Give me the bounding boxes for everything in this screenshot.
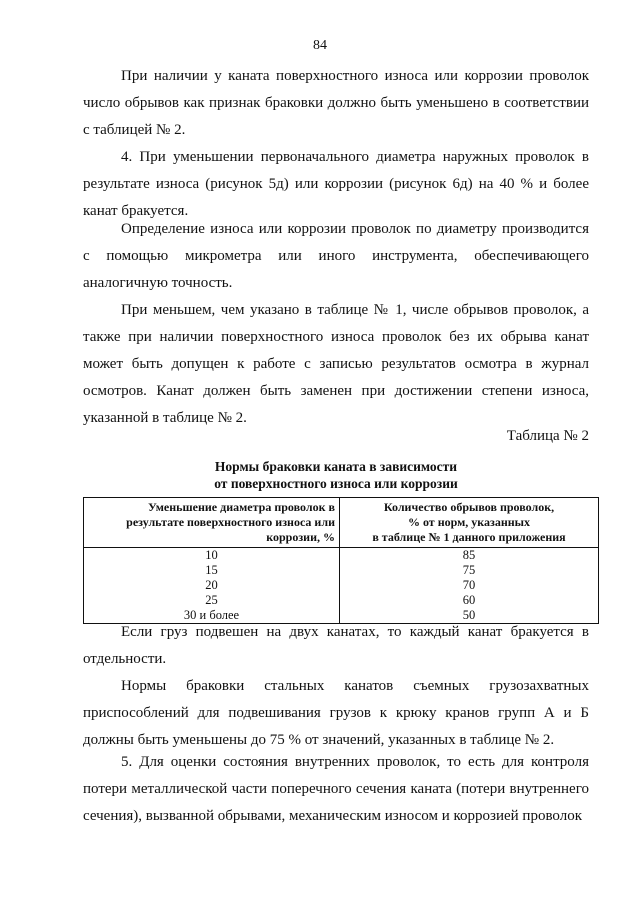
cell-reduction: 15 <box>84 563 340 578</box>
table-row <box>84 593 599 608</box>
cell-reduction: 30 и более <box>84 608 340 624</box>
norms-table <box>83 497 599 624</box>
table-row <box>84 548 599 564</box>
table-title <box>0 458 640 492</box>
paragraph-item-4: 4. При уменьшении первоначального диаметра наружных проволок в результате износа (рисунок 5д) или коррозии (рисунок 6д) на 40 % и более канат бракуется. <box>83 149 589 219</box>
cell-reduction: 25 <box>84 593 340 608</box>
page-number: 84 <box>313 38 327 53</box>
cell-breaks: 60 <box>340 593 599 608</box>
table-row <box>84 563 599 578</box>
table-header-row <box>84 498 599 548</box>
header-wire-breaks-line-2: % от норм, указанных <box>407 515 531 529</box>
table-label: Таблица № 2 <box>506 428 589 444</box>
paragraph-two-ropes: Если груз подвешен на двух канатах, то каждый канат бракуется в отдельности. <box>83 624 589 667</box>
cell-breaks: 75 <box>340 563 599 578</box>
cell-breaks: 50 <box>340 608 599 624</box>
table-title-line-1: Нормы браковки каната в зависимости <box>214 459 458 474</box>
paragraph-corrosion-intro: При наличии у каната поверхностного износа или коррозии проволок число обрывов как признак браковки должно быть уменьшено в соответствии с таблицей № 2. <box>83 68 589 138</box>
paragraph-removable-devices: Нормы браковки стальных канатов съемных грузозахватных приспособлений для подвешивания грузов к крюку кранов групп А и Б должны быть уменьшены до 75 % от значений, указанных в таблице № 2. <box>83 678 589 748</box>
cell-breaks: 85 <box>340 548 599 564</box>
paragraph-measurement: Определение износа или коррозии проволок по диаметру производится с помощью микрометра или иного инструмента, обеспечивающего аналогичную точность. <box>83 221 589 291</box>
cell-reduction: 10 <box>84 548 340 564</box>
paragraph-item-5: 5. Для оценки состояния внутренних проволок, то есть для контроля потери металлической части поперечного сечения каната (потери внутреннего сечения), вызванной обрывами, механическим износом и коррозией проволок <box>83 754 589 824</box>
table-row <box>84 578 599 593</box>
header-diameter-reduction: Уменьшение диаметра проволок в результате поверхностного износа или коррозии, % <box>84 498 340 548</box>
header-wire-breaks <box>340 498 599 548</box>
cell-reduction: 20 <box>84 578 340 593</box>
header-wire-breaks-line-1: Количество обрывов проволок, <box>383 500 555 514</box>
table-title-line-2: от поверхностного износа или коррозии <box>214 476 458 491</box>
header-wire-breaks-line-3: в таблице № 1 данного приложения <box>372 530 566 544</box>
paragraph-fewer-breaks: При меньшем, чем указано в таблице № 1, числе обрывов проволок, а также при наличии поверхностного износа проволок без их обрыва канат может быть допущен к работе с записью результатов осмотра в журнал осмотров. Канат должен быть заменен при достижении степени износа, указанной в таблице № 2. <box>83 302 589 426</box>
cell-breaks: 70 <box>340 578 599 593</box>
